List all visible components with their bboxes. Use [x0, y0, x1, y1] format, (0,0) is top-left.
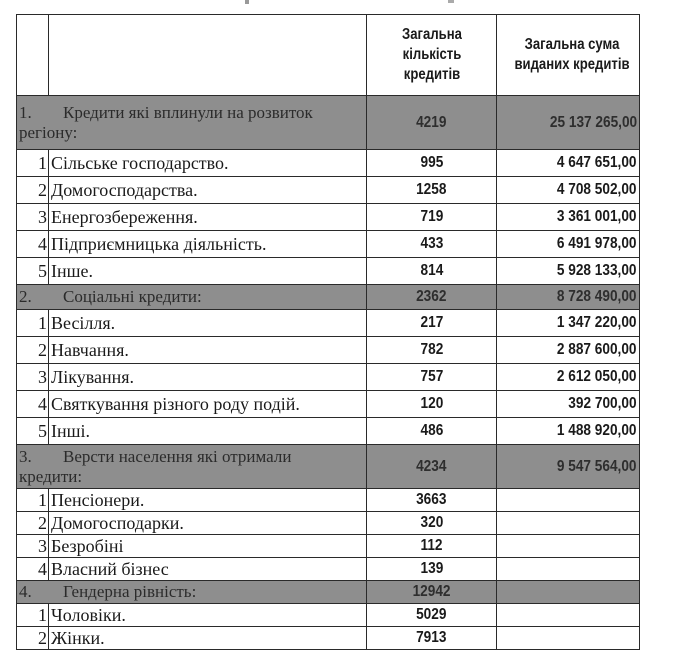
- row-count-value: 995: [420, 154, 443, 171]
- section-sum-value: 8 728 490,00: [557, 288, 637, 305]
- table-row: [17, 604, 640, 627]
- row-sum-value: 2 887 600,00: [557, 341, 637, 358]
- table-row: [17, 627, 640, 650]
- section-title: [17, 445, 367, 489]
- row-sum-value: 1 488 920,00: [557, 422, 637, 439]
- row-name: Святкування різного роду подій.: [49, 391, 367, 418]
- row-sum: [497, 391, 640, 418]
- row-count-value: 5029: [416, 606, 447, 623]
- section-title-line2: регіону:: [19, 122, 78, 142]
- section-count: [367, 581, 497, 604]
- section-number: 3.: [19, 446, 32, 466]
- section-count-value: 4234: [416, 457, 447, 475]
- row-count: [367, 150, 497, 177]
- row-name: Інші.: [49, 418, 367, 445]
- row-number: 2: [17, 627, 49, 650]
- row-count-value: 486: [420, 422, 443, 439]
- row-sum-value: 2 612 050,00: [557, 368, 637, 385]
- row-sum: [497, 177, 640, 204]
- section-title: [17, 581, 367, 604]
- row-number: 1: [17, 150, 49, 177]
- row-count: [367, 231, 497, 258]
- row-sum: [497, 558, 640, 581]
- row-count: [367, 489, 497, 512]
- section-count: [367, 96, 497, 150]
- row-number: 5: [17, 418, 49, 445]
- row-count-value: 217: [420, 314, 443, 331]
- section-sum: [497, 285, 640, 310]
- row-name: Навчання.: [49, 337, 367, 364]
- row-number: 4: [17, 558, 49, 581]
- table-row: [17, 391, 640, 418]
- row-number: 4: [17, 391, 49, 418]
- row-sum: [497, 231, 640, 258]
- row-count: [367, 512, 497, 535]
- row-sum: [497, 489, 640, 512]
- section-row: [17, 581, 640, 604]
- header-count-label: Загальна кількість кредитів: [401, 26, 462, 83]
- row-sum: [497, 604, 640, 627]
- section-number: 2.: [19, 287, 32, 306]
- table-row: [17, 150, 640, 177]
- row-count-value: 814: [420, 262, 443, 279]
- row-name: Енергозбереження.: [49, 204, 367, 231]
- section-sum-value: 9 547 564,00: [557, 457, 637, 475]
- row-sum-value: 1 347 220,00: [557, 314, 637, 331]
- row-count: [367, 391, 497, 418]
- section-title-line1: Версти населення які отримали: [63, 446, 292, 466]
- row-name: Власний бізнес: [49, 558, 367, 581]
- row-sum-value: 392 700,00: [568, 395, 637, 412]
- row-number: 2: [17, 177, 49, 204]
- header-sum: [497, 15, 640, 96]
- row-count: [367, 204, 497, 231]
- row-count-value: 112: [420, 537, 443, 554]
- row-sum-value: 3 361 001,00: [557, 208, 637, 225]
- table-row: [17, 231, 640, 258]
- row-sum: [497, 418, 640, 445]
- row-count-value: 3663: [416, 491, 447, 508]
- table-row: [17, 418, 640, 445]
- row-name: Весілля.: [49, 310, 367, 337]
- section-count-value: 12942: [412, 583, 451, 600]
- row-count-value: 719: [420, 208, 443, 225]
- row-count: [367, 604, 497, 627]
- section-title-line1: Соціальні кредити:: [63, 287, 202, 306]
- row-number: 1: [17, 310, 49, 337]
- row-sum: [497, 364, 640, 391]
- row-count-value: 1258: [416, 181, 447, 198]
- scan-mark: [245, 0, 249, 4]
- table-row: [17, 258, 640, 285]
- row-sum: [497, 150, 640, 177]
- row-number: 5: [17, 258, 49, 285]
- section-row: [17, 445, 640, 489]
- section-count-value: 4219: [416, 113, 447, 131]
- row-name: Підприємницька діяльність.: [49, 231, 367, 258]
- row-name: Лікування.: [49, 364, 367, 391]
- header-name: [49, 15, 367, 96]
- table-row: [17, 558, 640, 581]
- section-sum: [497, 445, 640, 489]
- table-row: [17, 489, 640, 512]
- table-row: [17, 177, 640, 204]
- section-number: 4.: [19, 582, 32, 601]
- row-number: 4: [17, 231, 49, 258]
- section-title-line1: Кредити які вплинули на розвиток: [63, 102, 313, 122]
- section-count: [367, 445, 497, 489]
- section-sum: [497, 581, 640, 604]
- section-title-line1: Гендерна рівність:: [63, 582, 197, 601]
- section-row: [17, 285, 640, 310]
- row-sum: [497, 535, 640, 558]
- row-sum-value: 5 928 133,00: [557, 262, 637, 279]
- row-sum: [497, 337, 640, 364]
- row-number: 3: [17, 364, 49, 391]
- section-sum: [497, 96, 640, 150]
- row-name: Інше.: [49, 258, 367, 285]
- row-count-value: 139: [420, 560, 443, 577]
- section-count-value: 2362: [416, 288, 447, 305]
- row-sum: [497, 512, 640, 535]
- row-count: [367, 310, 497, 337]
- row-count-value: 757: [420, 368, 443, 385]
- row-name: Пенсіонери.: [49, 489, 367, 512]
- row-count-value: 782: [420, 341, 443, 358]
- row-count-value: 433: [420, 235, 443, 252]
- section-title-line2: кредити:: [19, 466, 83, 486]
- row-count-value: 320: [420, 514, 443, 531]
- section-sum-value: 25 137 265,00: [549, 113, 637, 131]
- row-count: [367, 627, 497, 650]
- table-row: [17, 535, 640, 558]
- row-number: 2: [17, 512, 49, 535]
- row-name: Домогосподарства.: [49, 177, 367, 204]
- section-number: 1.: [19, 102, 32, 122]
- table-header-row: [17, 15, 640, 96]
- row-name: Безробіні: [49, 535, 367, 558]
- table-row: [17, 364, 640, 391]
- table-row: [17, 310, 640, 337]
- section-count: [367, 285, 497, 310]
- row-name: Чоловіки.: [49, 604, 367, 627]
- section-title: [17, 285, 367, 310]
- row-count: [367, 418, 497, 445]
- table-row: [17, 337, 640, 364]
- row-sum-value: 4 708 502,00: [557, 181, 637, 198]
- section-title: [17, 96, 367, 150]
- row-sum: [497, 204, 640, 231]
- table-row: [17, 512, 640, 535]
- header-sum-label: Загальна сума виданих кредитів: [514, 36, 630, 73]
- row-count: [367, 337, 497, 364]
- header-count: [367, 15, 497, 96]
- row-count: [367, 535, 497, 558]
- row-count-value: 120: [420, 395, 443, 412]
- credits-table: [16, 14, 640, 650]
- row-name: Сільське господарство.: [49, 150, 367, 177]
- scan-mark: [448, 0, 454, 3]
- row-count-value: 7913: [416, 629, 447, 646]
- row-number: 3: [17, 204, 49, 231]
- row-count: [367, 258, 497, 285]
- row-sum: [497, 310, 640, 337]
- row-sum: [497, 258, 640, 285]
- row-name: Жінки.: [49, 627, 367, 650]
- row-number: 1: [17, 604, 49, 627]
- row-count: [367, 558, 497, 581]
- row-number: 2: [17, 337, 49, 364]
- row-sum: [497, 627, 640, 650]
- table-row: [17, 204, 640, 231]
- row-count: [367, 364, 497, 391]
- row-count: [367, 177, 497, 204]
- row-number: 3: [17, 535, 49, 558]
- row-sum-value: 4 647 651,00: [557, 154, 637, 171]
- section-row: [17, 96, 640, 150]
- row-number: 1: [17, 489, 49, 512]
- row-name: Домогосподарки.: [49, 512, 367, 535]
- header-num: [17, 15, 49, 96]
- row-sum-value: 6 491 978,00: [557, 235, 637, 252]
